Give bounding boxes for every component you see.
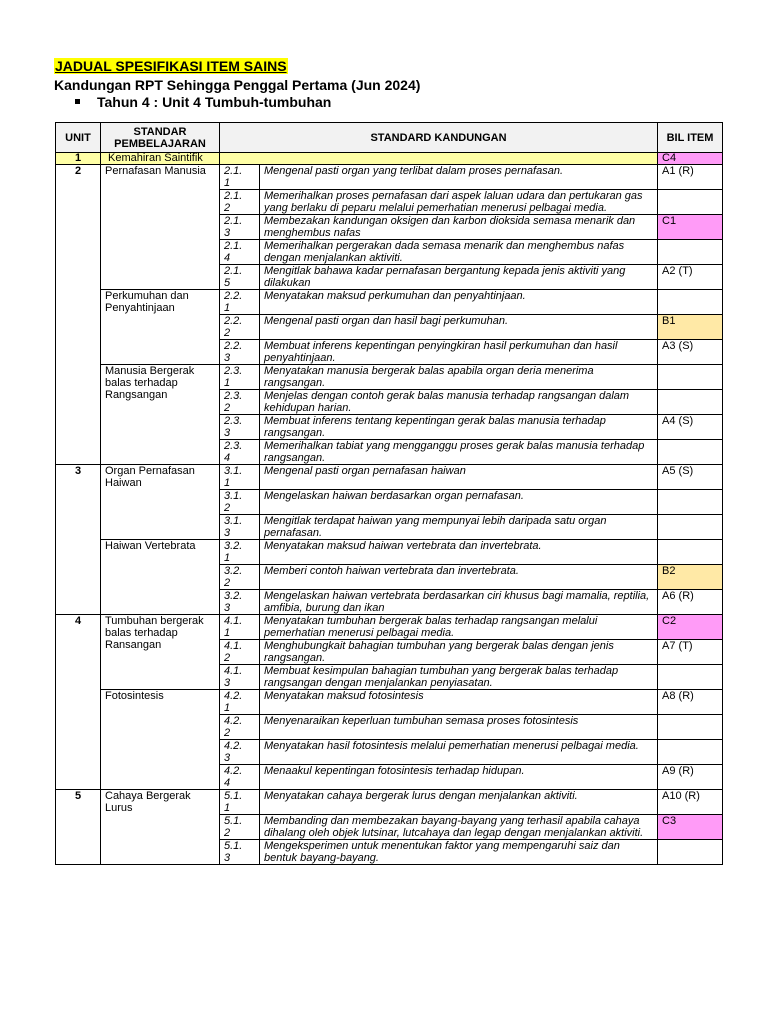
sk-cell	[220, 153, 658, 165]
code-cell: 2.1. 3	[220, 215, 260, 240]
header-standard-kandungan: STANDARD KANDUNGAN	[220, 123, 658, 153]
unit-cell: 1	[56, 153, 101, 165]
code-cell: 4.2. 3	[220, 740, 260, 765]
bil-cell	[658, 740, 723, 765]
code-cell: 4.2. 2	[220, 715, 260, 740]
sk-cell: Membuat inferens kepentingan penyingkiran hasil perkumuhan dan hasil penyahtinjaan.	[260, 340, 658, 365]
sk-cell: Mengenal pasti organ yang terlibat dalam proses pernafasan.	[260, 165, 658, 190]
header-standard-pembelajaran: STANDAR PEMBELAJARAN	[101, 123, 220, 153]
table-row	[56, 365, 723, 390]
bil-cell: A5 (S)	[658, 465, 723, 490]
bil-cell: A7 (T)	[658, 640, 723, 665]
sk-cell: Mengenal pasti organ pernafasan haiwan	[260, 465, 658, 490]
bil-cell: C3	[658, 815, 723, 840]
code-cell: 2.3. 3	[220, 415, 260, 440]
sk-cell: Memberi contoh haiwan vertebrata dan invertebrata.	[260, 565, 658, 590]
sp-cell: Cahaya Bergerak Lurus	[101, 790, 220, 865]
sk-cell: Mengeksperimen untuk menentukan faktor yang mempengaruhi saiz dan bentuk bayang-bayang.	[260, 840, 658, 865]
code-cell: 2.3. 2	[220, 390, 260, 415]
sk-cell: Menjelas dengan contoh gerak balas manusia terhadap rangsangan dalam kehidupan harian.	[260, 390, 658, 415]
code-cell: 3.2. 1	[220, 540, 260, 565]
table-row	[56, 615, 723, 640]
bil-cell	[658, 365, 723, 390]
sk-cell: Membuat kesimpulan bahagian tumbuhan yang bergerak balas terhadap rangsangan dengan menjalankan penyiasatan.	[260, 665, 658, 690]
bil-cell	[658, 290, 723, 315]
table-row	[56, 465, 723, 490]
sk-cell: Membanding dan membezakan bayang-bayang yang terhasil apabila cahaya dihalang oleh objek lutsinar, lutcahaya dan legap dengan menjalankan aktiviti.	[260, 815, 658, 840]
sk-cell: Membezakan kandungan oksigen dan karbon dioksida semasa menarik dan menghembus nafas	[260, 215, 658, 240]
bil-cell: A1 (R)	[658, 165, 723, 190]
sk-cell: Menghubungkait bahagian tumbuhan yang bergerak balas dengan jenis rangsangan.	[260, 640, 658, 665]
code-cell: 4.1. 1	[220, 615, 260, 640]
code-cell: 2.1. 1	[220, 165, 260, 190]
specification-table	[55, 122, 723, 865]
sk-cell: Mengelaskan haiwan berdasarkan organ pernafasan.	[260, 490, 658, 515]
sk-cell: Mengitlak bahawa kadar pernafasan bergantung kepada jenis aktiviti yang dilakukan	[260, 265, 658, 290]
table-row	[56, 290, 723, 315]
code-cell: 2.3. 1	[220, 365, 260, 390]
code-cell: 2.1. 4	[220, 240, 260, 265]
code-cell: 2.2. 2	[220, 315, 260, 340]
sk-cell: Mengenal pasti organ dan hasil bagi perkumuhan.	[260, 315, 658, 340]
code-cell: 3.2. 2	[220, 565, 260, 590]
sp-cell: Kemahiran Saintifik	[101, 153, 220, 165]
bil-cell: A6 (R)	[658, 590, 723, 615]
sk-cell: Menyatakan hasil fotosintesis melalui pemerhatian menerusi pelbagai media.	[260, 740, 658, 765]
sp-cell: Haiwan Vertebrata	[101, 540, 220, 615]
bil-cell	[658, 715, 723, 740]
code-cell: 4.1. 3	[220, 665, 260, 690]
sk-cell: Memerihalkan tabiat yang mengganggu proses gerak balas manusia terhadap rangsangan.	[260, 440, 658, 465]
bil-cell	[658, 490, 723, 515]
document-header	[54, 58, 420, 110]
table-row	[56, 540, 723, 565]
sp-cell: Pernafasan Manusia	[101, 165, 220, 290]
sk-cell: Memerihalkan proses pernafasan dari aspek laluan udara dan pertukaran gas yang berlaku di peparu melalui pemerhatian menerusi pelbagai media.	[260, 190, 658, 215]
sk-cell: Menyatakan maksud haiwan vertebrata dan invertebrata.	[260, 540, 658, 565]
unit-cell: 4	[56, 615, 101, 790]
code-cell: 3.1. 3	[220, 515, 260, 540]
sp-cell: Perkumuhan dan Penyahtinjaan	[101, 290, 220, 365]
table-row	[56, 165, 723, 190]
bil-cell	[658, 190, 723, 215]
document-title: JADUAL SPESIFIKASI ITEM SAINS	[55, 58, 287, 74]
bil-cell	[658, 665, 723, 690]
code-cell: 3.1. 1	[220, 465, 260, 490]
bil-cell	[658, 440, 723, 465]
sk-cell: Menyatakan manusia bergerak balas apabila organ deria menerima rangsangan.	[260, 365, 658, 390]
table-row	[56, 153, 723, 165]
unit-cell: 3	[56, 465, 101, 615]
square-bullet-icon	[75, 99, 80, 104]
sk-cell: Menyatakan maksud fotosintesis	[260, 690, 658, 715]
sp-cell: Organ Pernafasan Haiwan	[101, 465, 220, 540]
bullet-item	[54, 94, 420, 110]
sp-cell: Tumbuhan bergerak balas terhadap Ransangan	[101, 615, 220, 690]
code-cell: 3.1. 2	[220, 490, 260, 515]
bil-cell	[658, 540, 723, 565]
sk-cell: Memerihalkan pergerakan dada semasa menarik dan menghembus nafas dengan menjalankan aktiviti.	[260, 240, 658, 265]
code-cell: 2.1. 5	[220, 265, 260, 290]
bil-cell	[658, 390, 723, 415]
bil-cell: A8 (R)	[658, 690, 723, 715]
bil-cell: C2	[658, 615, 723, 640]
code-cell: 2.1. 2	[220, 190, 260, 215]
code-cell: 4.2. 4	[220, 765, 260, 790]
bil-cell	[658, 515, 723, 540]
bil-cell: A4 (S)	[658, 415, 723, 440]
bil-cell	[658, 840, 723, 865]
table-row	[56, 690, 723, 715]
table-header-row	[56, 123, 723, 153]
sk-cell: Menyatakan tumbuhan bergerak balas terhadap rangsangan melalui pemerhatian menerusi pelbagai media.	[260, 615, 658, 640]
bil-cell: A2 (T)	[658, 265, 723, 290]
table-row	[56, 790, 723, 815]
bullet-text: Tahun 4 : Unit 4 Tumbuh-tumbuhan	[97, 94, 332, 110]
code-cell: 5.1. 3	[220, 840, 260, 865]
code-cell: 2.2. 1	[220, 290, 260, 315]
sk-cell: Menyatakan cahaya bergerak lurus dengan menjalankan aktiviti.	[260, 790, 658, 815]
unit-cell: 5	[56, 790, 101, 865]
sk-cell: Menyenaraikan keperluan tumbuhan semasa proses fotosintesis	[260, 715, 658, 740]
code-cell: 4.1. 2	[220, 640, 260, 665]
code-cell: 3.2. 3	[220, 590, 260, 615]
code-cell: 2.3. 4	[220, 440, 260, 465]
code-cell: 5.1. 2	[220, 815, 260, 840]
sk-cell: Mengelaskan haiwan vertebrata berdasarkan ciri khusus bagi mamalia, reptilia, amfibia, burung dan ikan	[260, 590, 658, 615]
code-cell: 2.2. 3	[220, 340, 260, 365]
bil-cell: A3 (S)	[658, 340, 723, 365]
bil-cell: C4	[658, 153, 723, 165]
sp-cell: Fotosintesis	[101, 690, 220, 790]
sk-cell: Menyatakan maksud perkumuhan dan penyahtinjaan.	[260, 290, 658, 315]
bil-cell: C1	[658, 215, 723, 240]
code-cell: 4.2. 1	[220, 690, 260, 715]
header-bil-item: BIL ITEM	[658, 123, 723, 153]
bil-cell: A10 (R)	[658, 790, 723, 815]
bil-cell: B2	[658, 565, 723, 590]
sp-cell: Manusia Bergerak balas terhadap Rangsangan	[101, 365, 220, 465]
document-subtitle: Kandungan RPT Sehingga Penggal Pertama (Jun 2024)	[54, 77, 421, 93]
header-unit: UNIT	[56, 123, 101, 153]
sk-cell: Membuat inferens tentang kepentingan gerak balas manusia terhadap rangsangan.	[260, 415, 658, 440]
bil-cell: B1	[658, 315, 723, 340]
bil-cell: A9 (R)	[658, 765, 723, 790]
bil-cell	[658, 240, 723, 265]
sk-cell: Mengitlak terdapat haiwan yang mempunyai lebih daripada satu organ pernafasan.	[260, 515, 658, 540]
code-cell: 5.1. 1	[220, 790, 260, 815]
sk-cell: Menaakul kepentingan fotosintesis terhadap hidupan.	[260, 765, 658, 790]
unit-cell: 2	[56, 165, 101, 465]
